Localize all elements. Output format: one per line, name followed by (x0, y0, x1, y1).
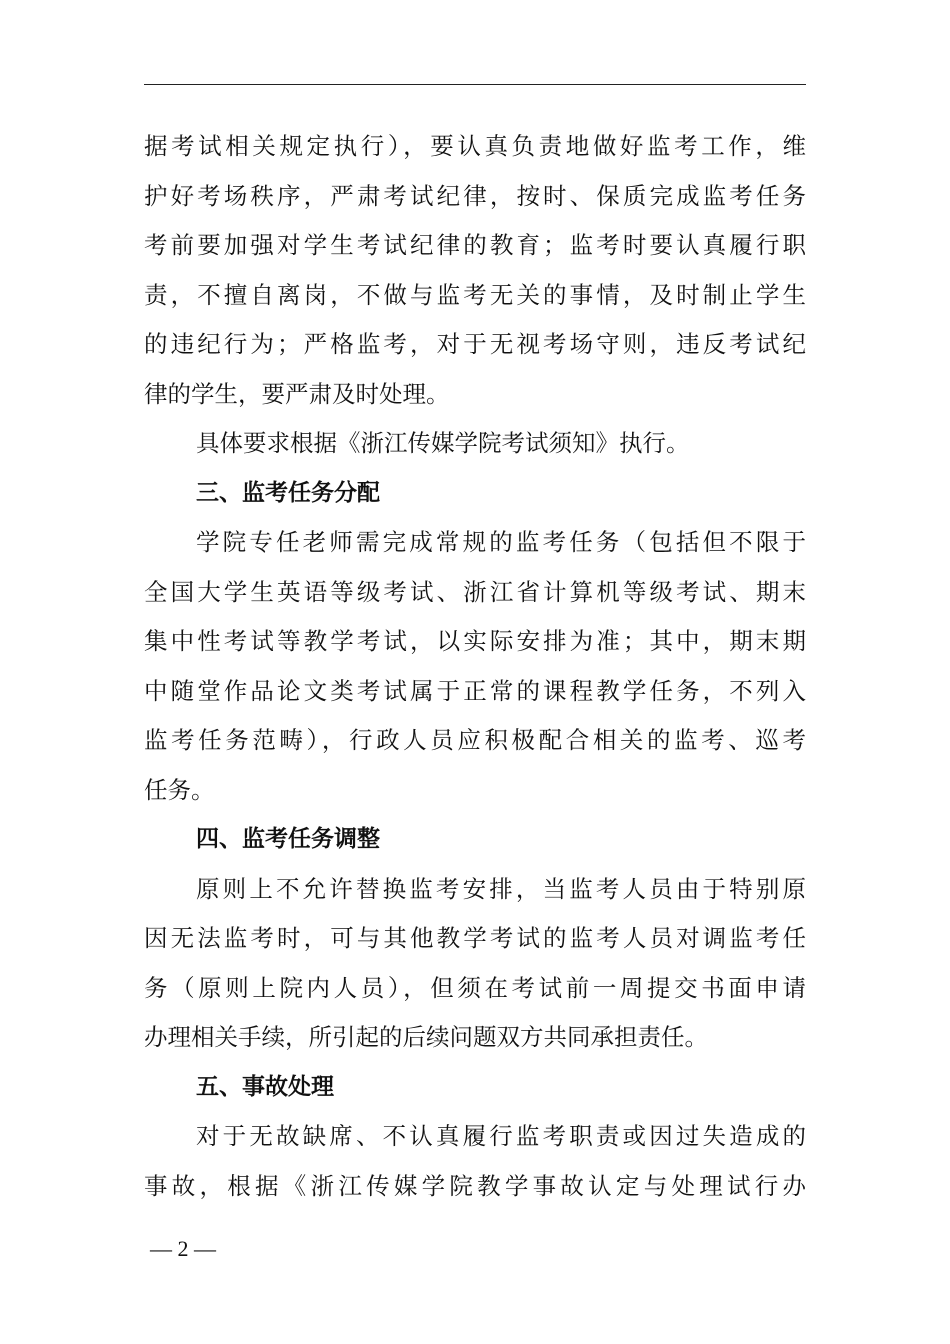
paragraph-line: 中随堂作品论文类考试属于正常的课程教学任务，不列入 (144, 676, 806, 705)
paragraph-line: 任务。 (144, 775, 215, 804)
paragraph-line: 事故，根据《浙江传媒学院教学事故认定与处理试行办 (144, 1171, 806, 1200)
paragraph-line: 护好考场秩序，严肃考试纪律，按时、保质完成监考任务 (144, 181, 806, 210)
paragraph-line: 原则上不允许替换监考安排，当监考人员由于特别原 (196, 874, 806, 903)
paragraph-line: 的违纪行为；严格监考，对于无视考场守则，违反考试纪 (144, 330, 806, 358)
paragraph-line: 因无法监考时，可与其他教学考试的监考人员对调监考任 (144, 924, 806, 952)
paragraph-line: 对于无故缺席、不认真履行监考职责或因过失造成的 (196, 1122, 806, 1150)
paragraph-line: 责，不擅自离岗，不做与监考无关的事情，及时制止学生 (144, 280, 806, 309)
paragraph-line: 全国大学生英语等级考试、浙江省计算机等级考试、期末 (144, 577, 806, 606)
section-heading-4: 四、监考任务调整 (196, 826, 380, 852)
section-heading-5: 五、事故处理 (196, 1073, 334, 1100)
page-number: — 2 — (150, 1236, 216, 1261)
document-body (144, 122, 806, 1211)
paragraph-line: 集中性考试等教学考试，以实际安排为准；其中，期末期 (144, 627, 806, 655)
section-heading-3: 三、监考任务分配 (196, 479, 380, 506)
header-rule (144, 84, 806, 85)
paragraph-line: 监考任务范畴），行政人员应积极配合相关的监考、巡考 (144, 726, 806, 754)
paragraph-line: 律的学生，要严肃及时处理。 (144, 379, 450, 408)
paragraph-line: 考前要加强对学生考试纪律的教育；监考时要认真履行职 (144, 231, 806, 259)
paragraph-line: 办理相关手续，所引起的后续问题双方共同承担责任。 (144, 1023, 708, 1051)
paragraph-line: 具体要求根据《浙江传媒学院考试须知》执行。 (196, 429, 690, 457)
paragraph-line: 学院专任老师需完成常规的监考任务（包括但不限于 (196, 528, 806, 556)
paragraph-line: 据考试相关规定执行），要认真负责地做好监考工作，维 (144, 132, 806, 160)
paragraph-line: 务（原则上院内人员），但须在考试前一周提交书面申请 (144, 973, 806, 1002)
